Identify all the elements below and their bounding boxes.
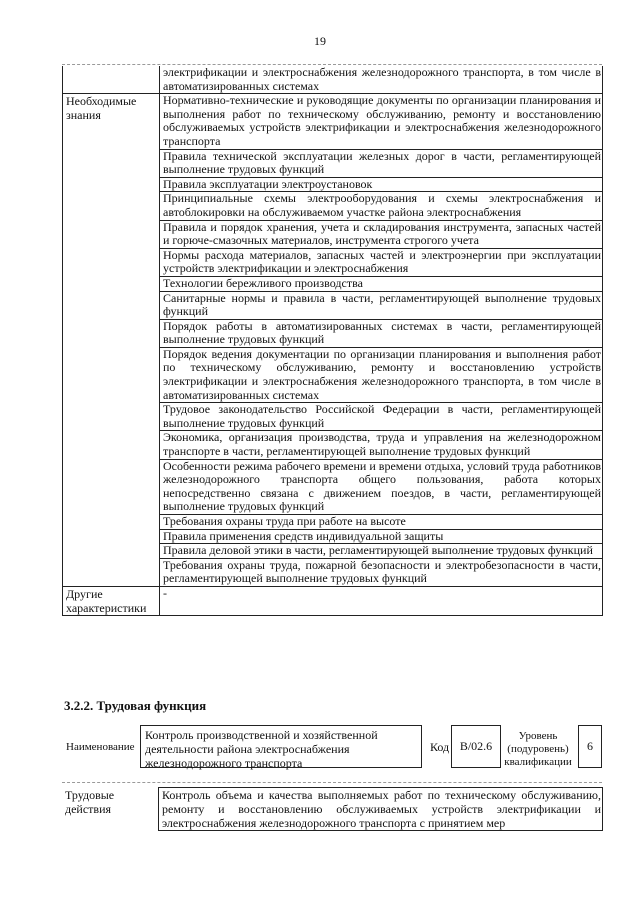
empty-label-cell xyxy=(63,558,160,586)
level-value: 6 xyxy=(587,739,593,753)
knowledge-item: Требования охраны труда, пожарной безопасности и электробезопасности в части, регламентирующей выполнение трудовых функций xyxy=(160,558,603,586)
table-row xyxy=(63,94,603,149)
code-label: Код xyxy=(430,740,450,754)
knowledge-item: Правила эксплуатации электроустановок xyxy=(160,177,603,192)
knowledge-item: Правила применения средств индивидуальной защиты xyxy=(160,529,603,544)
table-row xyxy=(63,276,603,291)
table-row xyxy=(63,347,603,402)
table-row xyxy=(63,515,603,530)
other-characteristics-label: Другие характеристики xyxy=(63,586,160,615)
knowledge-item: Трудовое законодательство Российской Федерации в части, регламентирующей выполнение трудовых функций xyxy=(160,403,603,431)
empty-label-cell xyxy=(63,66,160,94)
empty-label-cell xyxy=(63,544,160,559)
knowledge-item: Особенности режима рабочего времени и времени отдыха, условий труда работников железнодорожного транспорта общего пользования, работа которых непосредственно связана с движением поездов, в части, регламентирующей выполнение трудовых функций xyxy=(160,459,603,514)
knowledge-section-label: Необходимые знания xyxy=(63,94,160,149)
other-characteristics-value: - xyxy=(160,586,603,615)
table-row xyxy=(63,403,603,431)
table-row xyxy=(63,544,603,559)
table-row xyxy=(63,66,603,94)
code-value: В/02.6 xyxy=(459,739,493,753)
actions-divider xyxy=(62,782,602,783)
table-row xyxy=(63,291,603,319)
continuation-cell: электрификации и электроснабжения железнодорожного транспорта, в том числе в автоматизированных системах xyxy=(160,66,603,94)
table-row xyxy=(63,220,603,248)
empty-label-cell xyxy=(63,192,160,220)
table-row xyxy=(63,431,603,459)
empty-label-cell xyxy=(63,529,160,544)
empty-label-cell xyxy=(63,276,160,291)
table-row xyxy=(63,558,603,586)
function-name-value: Контроль производственной и хозяйственной деятельности района электроснабжения железнодорожного транспорта xyxy=(145,728,378,770)
empty-label-cell xyxy=(63,291,160,319)
level-label: Уровень (подуровень) квалификации xyxy=(504,730,572,768)
function-name-box xyxy=(140,725,422,768)
knowledge-item: Нормативно-технические и руководящие документы по организации планирования и выполнения работ по техническому обслуживанию, ремонту и восстановлению обслуживаемых устройств электрификации и электроснабжения железнодорожного транспорта xyxy=(160,94,603,149)
name-label: Наименование xyxy=(66,741,135,753)
table-row xyxy=(63,149,603,177)
empty-label-cell xyxy=(63,431,160,459)
knowledge-item: Порядок ведения документации по организации планирования и выполнения работ по техническому обслуживанию, ремонту и восстановлению устройств электрификации и электроснабжения железнодорожного транспорта, в том числе в автоматизированных системах xyxy=(160,347,603,402)
knowledge-item: Экономика, организация производства, труда и управления на железнодорожном транспорте в части, регламентирующей выполнение трудовых функций xyxy=(160,431,603,459)
table-row xyxy=(63,192,603,220)
knowledge-item: Правила технической эксплуатации железных дорог в части, регламентирующей выполнение трудовых функций xyxy=(160,149,603,177)
empty-label-cell xyxy=(63,347,160,402)
knowledge-item: Санитарные нормы и правила в части, регламентирующей выполнение трудовых функций xyxy=(160,291,603,319)
empty-label-cell xyxy=(63,403,160,431)
empty-label-cell xyxy=(63,248,160,276)
knowledge-item: Требования охраны труда при работе на высоте xyxy=(160,515,603,530)
knowledge-item: Правила деловой этики в части, регламентирующей выполнение трудовых функций xyxy=(160,544,603,559)
empty-label-cell xyxy=(63,220,160,248)
actions-text: Контроль объема и качества выполняемых работ по техническому обслуживанию, ремонту и восстановлению обслуживаемых устройств электрификации и электроснабжения железнодорожного транспорта с принятием мер xyxy=(159,788,603,831)
code-box xyxy=(451,725,501,768)
table-row xyxy=(62,788,603,831)
table-row xyxy=(63,248,603,276)
actions-label: Трудовые действия xyxy=(65,787,115,816)
knowledge-item: Порядок работы в автоматизированных системах в части, регламентирующей выполнение трудовых функций xyxy=(160,319,603,347)
empty-label-cell xyxy=(63,459,160,514)
empty-label-cell xyxy=(63,515,160,530)
empty-label-cell xyxy=(63,319,160,347)
table-row xyxy=(63,586,603,615)
page-number: 19 xyxy=(314,34,326,48)
actions-table xyxy=(62,787,603,831)
knowledge-item: Технологии бережливого производства xyxy=(160,276,603,291)
table-row xyxy=(63,319,603,347)
knowledge-item: Нормы расхода материалов, запасных частей и электроэнергии при эксплуатации устройств электрификации и электроснабжения xyxy=(160,248,603,276)
knowledge-table xyxy=(62,66,603,616)
level-box xyxy=(578,725,602,768)
knowledge-item: Правила и порядок хранения, учета и складирования инструмента, запасных частей и горюче-смазочных материалов, инструмента строгого учета xyxy=(160,220,603,248)
empty-label-cell xyxy=(63,149,160,177)
table-row xyxy=(63,459,603,514)
empty-label-cell xyxy=(63,177,160,192)
knowledge-item: Принципиальные схемы электрооборудования и схемы электроснабжения и автоблокировки на обслуживаемом участке района электроснабжения xyxy=(160,192,603,220)
table-row xyxy=(63,177,603,192)
table-row xyxy=(63,529,603,544)
section-title: 3.2.2. Трудовая функция xyxy=(64,698,207,713)
